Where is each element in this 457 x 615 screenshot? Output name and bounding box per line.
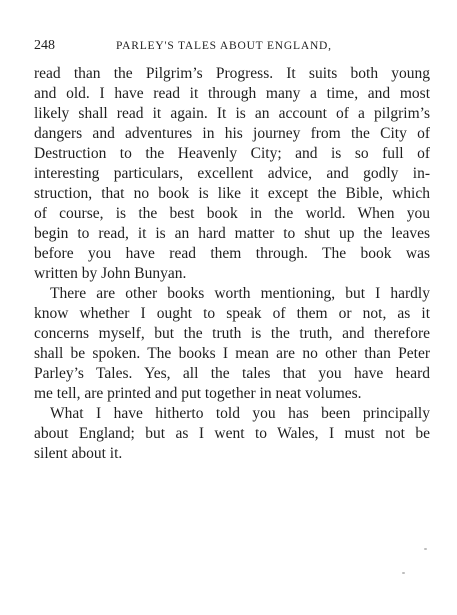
text-line: silent about it.: [34, 445, 123, 462]
paragraph: [34, 64, 430, 284]
page-header: [34, 38, 430, 58]
text-line: concerns myself, but the truth is the truth, and therefore: [34, 325, 430, 342]
text-line: likely shall read it again. It is an account of a pilgrim’s: [34, 105, 430, 122]
paragraph: [34, 284, 430, 404]
text-line: begin to read, it is an hard matter to shut up the leaves: [34, 225, 430, 242]
text-line: and old. I have read it through many a time, and most: [34, 85, 430, 102]
text-line: There are other books worth mentioning, but I hardly: [50, 285, 430, 302]
paper-speck: [402, 572, 405, 574]
page-number: 248: [34, 38, 55, 53]
body-text: [34, 64, 430, 464]
text-line: before you have read them through. The book was: [34, 245, 430, 262]
paragraph: [34, 404, 430, 464]
text-line: struction, that no book is like it except the Bible, which: [34, 185, 430, 202]
text-line: know whether I ought to speak of them or not, as it: [34, 305, 430, 322]
text-line: of course, is the best book in the world. When you: [34, 205, 430, 222]
text-line: interesting particulars, excellent advice, and godly in-: [34, 165, 430, 182]
text-line: shall be spoken. The books I mean are no other than Peter: [34, 345, 430, 362]
text-line: written by John Bunyan.: [34, 265, 187, 282]
text-line: Parley’s Tales. Yes, all the tales that you have heard: [34, 365, 430, 382]
text-line: Destruction to the Heavenly City; and is so full of: [34, 145, 430, 162]
running-title: PARLEY'S TALES ABOUT ENGLAND,: [116, 40, 332, 52]
text-line: me tell, are printed and put together in neat volumes.: [34, 385, 362, 402]
text-line: dangers and adventures in his journey from the City of: [34, 125, 430, 142]
paper-speck: [424, 548, 427, 550]
text-line: about England; but as I went to Wales, I must not be: [34, 425, 430, 442]
text-line: What I have hitherto told you has been principally: [50, 405, 430, 422]
text-line: read than the Pilgrim’s Progress. It suits both young: [34, 65, 430, 82]
